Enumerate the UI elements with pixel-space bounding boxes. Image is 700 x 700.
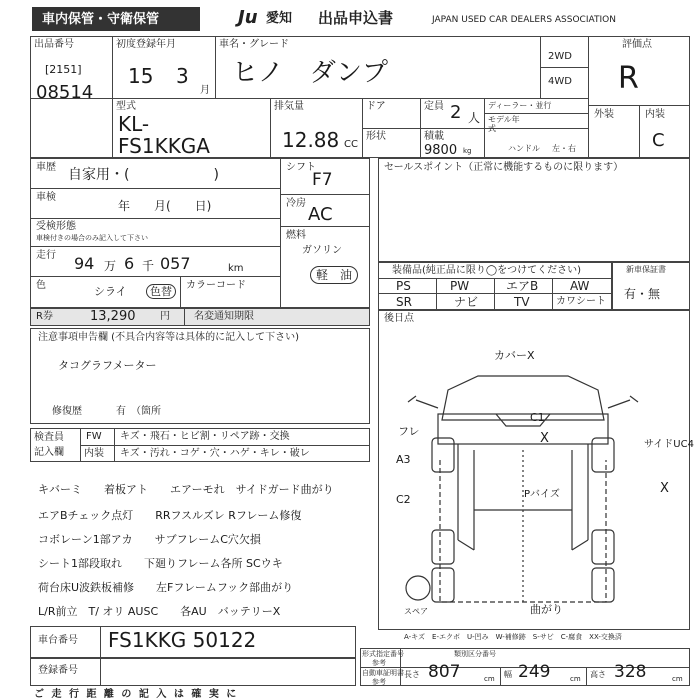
bottom-cut-text: ご 走 行 距 離 の 記 入 は 確 実 に [34, 689, 239, 700]
mark-spare: スペア [404, 607, 428, 616]
damage-line-4: シート1部段取れ 下廻りフレーム各所 SCウキ [38, 557, 283, 570]
width-unit: cm [570, 675, 581, 683]
capacity-label: 定員 [424, 101, 444, 112]
color-value: シライ [94, 285, 127, 298]
mark-left-upper: フレ [398, 425, 420, 438]
mark-right-upper: サイドUC4 [644, 439, 694, 450]
mark-center-p: Pバイズ [524, 489, 560, 500]
recycle-unit: 円 [160, 311, 170, 322]
mileage-unit-km: km [228, 263, 244, 274]
damage-line-6: L/R前立 T/ オリ AUSC 各AU バッテリーX [38, 605, 281, 618]
damage-line-5: 荷台床U波鉄板補修 左Fフレームフック部曲がり [38, 581, 294, 594]
mark-left-c2: C2 [396, 493, 411, 506]
size-caption: 自動車証明書 [362, 669, 404, 677]
load-label: 積載 [424, 131, 444, 142]
chassis-label: 車台番号 [38, 635, 78, 646]
ac-value: AC [308, 204, 333, 225]
capacity-value: 2 [450, 102, 462, 123]
first-reg-label: 初度登録年月 [116, 39, 176, 50]
equip-aw: AW [570, 279, 590, 293]
color-label: 色 [36, 280, 46, 291]
model-code: FS1KKGA [118, 134, 210, 158]
score-value: R [618, 61, 639, 96]
inspection-label: 車検 [36, 192, 56, 203]
length-unit: cm [484, 675, 495, 683]
lot-bracket: [2151] [45, 63, 82, 76]
storage-stamp [32, 7, 200, 31]
sales-point-label: セールスポイント（正常に機能するものに限ります） [384, 162, 624, 173]
equip-leather: カワシート [556, 296, 606, 307]
first-reg-month: 3 [176, 64, 189, 88]
equip-airbag: エアB [506, 279, 539, 293]
interior-value: C [652, 130, 665, 151]
mark-top: カバーX [494, 349, 535, 362]
height-value: 328 [614, 662, 647, 682]
storage-note: 車内保管・守衛保管 [42, 12, 160, 27]
mark-center-c1: C1 [530, 411, 545, 424]
height-label: 高さ [590, 670, 606, 679]
org-name: 愛知 [266, 11, 293, 26]
model-year-label: モデル年式 [488, 115, 520, 133]
chassis-value: FS1KKG 50122 [108, 628, 257, 652]
ac-label: 冷房 [286, 198, 306, 209]
warranty-label: 新車保証書 [626, 265, 666, 274]
displacement-label: 排気量 [274, 101, 304, 112]
mileage-rest: 057 [160, 254, 191, 273]
model-prefix: KL- [118, 112, 150, 136]
dealer-label: ディーラー・並行 [488, 101, 552, 110]
inspector-label: 検査員 [34, 432, 64, 443]
repair-opts: 有 （箇所 [116, 406, 161, 417]
entry-label: 記入欄 [34, 447, 64, 458]
mark-left-a3: A3 [396, 453, 411, 466]
displacement-value: 12.88 [282, 128, 340, 152]
recycle-value: 13,290 [90, 309, 136, 324]
car-name-value: ヒノ ダンプ [232, 58, 389, 88]
shift-label: シフト [286, 162, 316, 173]
mileage-man: 94 [74, 254, 95, 273]
fuel-diesel: 軽 油 [310, 266, 358, 284]
capacity-unit: 人 [468, 111, 481, 125]
shift-value: F7 [312, 170, 333, 190]
equip-label: 装備品(純正品に限り◯をつけてください) [392, 265, 581, 276]
damage-line-1: キバーミ 着板アト エアーモれ サイドガード曲がり [38, 483, 334, 496]
int-label: 内装 [84, 448, 104, 459]
ref-label-1: 参考 [372, 659, 386, 667]
reception-note: 車検付きの場合のみ記入して下さい [36, 234, 148, 242]
notes-value: タコグラフメーター [58, 359, 157, 372]
mileage-sen: 6 [124, 254, 135, 273]
lot-no-label: 出品番号 [34, 39, 74, 50]
damage-line-3: コボレーン1部アカ サブフレームC穴欠損 [38, 533, 261, 546]
equip-sr: SR [396, 295, 412, 309]
usage-label: 車歴 [36, 162, 56, 173]
fuel-gas: ガソリン [302, 245, 342, 256]
equip-navi: ナビ [454, 295, 479, 309]
fuel-label: 燃料 [286, 230, 306, 241]
int-items: キズ・汚れ・コゲ・穴・ハゲ・キレ・破レ [120, 448, 310, 459]
category-no-label: 類別区分番号 [454, 650, 496, 658]
mark-bottom: 曲がり [530, 603, 563, 616]
car-name-label: 車名・グレード [219, 39, 289, 50]
handle-lr: 左・右 [552, 144, 576, 153]
model-type-label: 型式 [116, 101, 136, 112]
type-designation-label: 形式指定番号 [362, 650, 404, 658]
fw-items: キズ・飛石・ヒビ割・リペア跡・交換 [120, 431, 290, 442]
length-label: 長さ [404, 670, 420, 679]
shape-label: 形状 [366, 131, 386, 142]
load-value: 9800 [424, 143, 458, 158]
lot-no-value: 08514 [36, 82, 94, 103]
usage-value: 自家用・( ) [68, 167, 219, 183]
repair-history-label: 修復歴 [52, 406, 82, 417]
month-suffix: 月 [200, 85, 210, 96]
exterior-label: 外装 [594, 109, 614, 120]
reg-row [30, 658, 356, 686]
width-label: 幅 [504, 670, 512, 679]
load-unit: kg [463, 147, 472, 155]
warranty-opts: 有・無 [624, 287, 661, 301]
ju-logo: Ju [238, 7, 258, 28]
recycle-label: R券 [36, 311, 53, 322]
notes-label: 注意事項申告欄 (不具合内容等は具体的に記入して下さい) [38, 332, 299, 343]
org-english: JAPAN USED CAR DEALERS ASSOCIATION [432, 15, 616, 25]
mileage-label: 走行 [36, 250, 56, 261]
mark-center-x: X [540, 431, 549, 446]
mileage-unit-man: 万 [104, 259, 117, 273]
damage-line-2: エアBチェック点灯 RRフスルズレ Rフレーム修復 [38, 509, 302, 522]
inspection-ym: 年 月( 日) [118, 199, 212, 213]
score-label: 評価点 [622, 39, 652, 50]
drive-2wd: 2WD [548, 51, 572, 62]
fw-label: FW [86, 431, 102, 442]
width-value: 249 [518, 662, 551, 682]
damage-legend: A-キズ E-エクボ U-凹み W-補修跡 S-サビ C-腐食 XX-交換済 [404, 633, 622, 641]
cc-unit: CC [344, 139, 358, 150]
mileage-unit-sen: 千 [142, 259, 155, 273]
equip-tv: TV [514, 295, 530, 309]
reception-label: 受検形態 [36, 221, 76, 232]
sales-point-box [378, 158, 690, 262]
ref-label-2: 参考 [372, 678, 386, 686]
color-code-label: カラーコード [186, 280, 246, 291]
name-change-label: 名変通知期限 [194, 311, 254, 322]
after-inspection-label: 後日点 [384, 313, 414, 324]
drive-4wd: 4WD [548, 76, 572, 87]
interior-label: 内装 [645, 109, 665, 120]
equip-ps: PS [396, 279, 411, 293]
handle-label: ハンドル [508, 144, 540, 153]
first-reg-year: 15 [128, 64, 154, 88]
mark-right-x: X [660, 481, 669, 496]
reg-label: 登録番号 [38, 665, 78, 676]
doors-label: ドア [366, 101, 386, 112]
length-value: 807 [428, 662, 461, 682]
form-title: 出品申込書 [318, 9, 394, 27]
equip-pw: PW [450, 279, 470, 293]
height-unit: cm [672, 675, 683, 683]
color-other: 色替 [146, 284, 176, 299]
